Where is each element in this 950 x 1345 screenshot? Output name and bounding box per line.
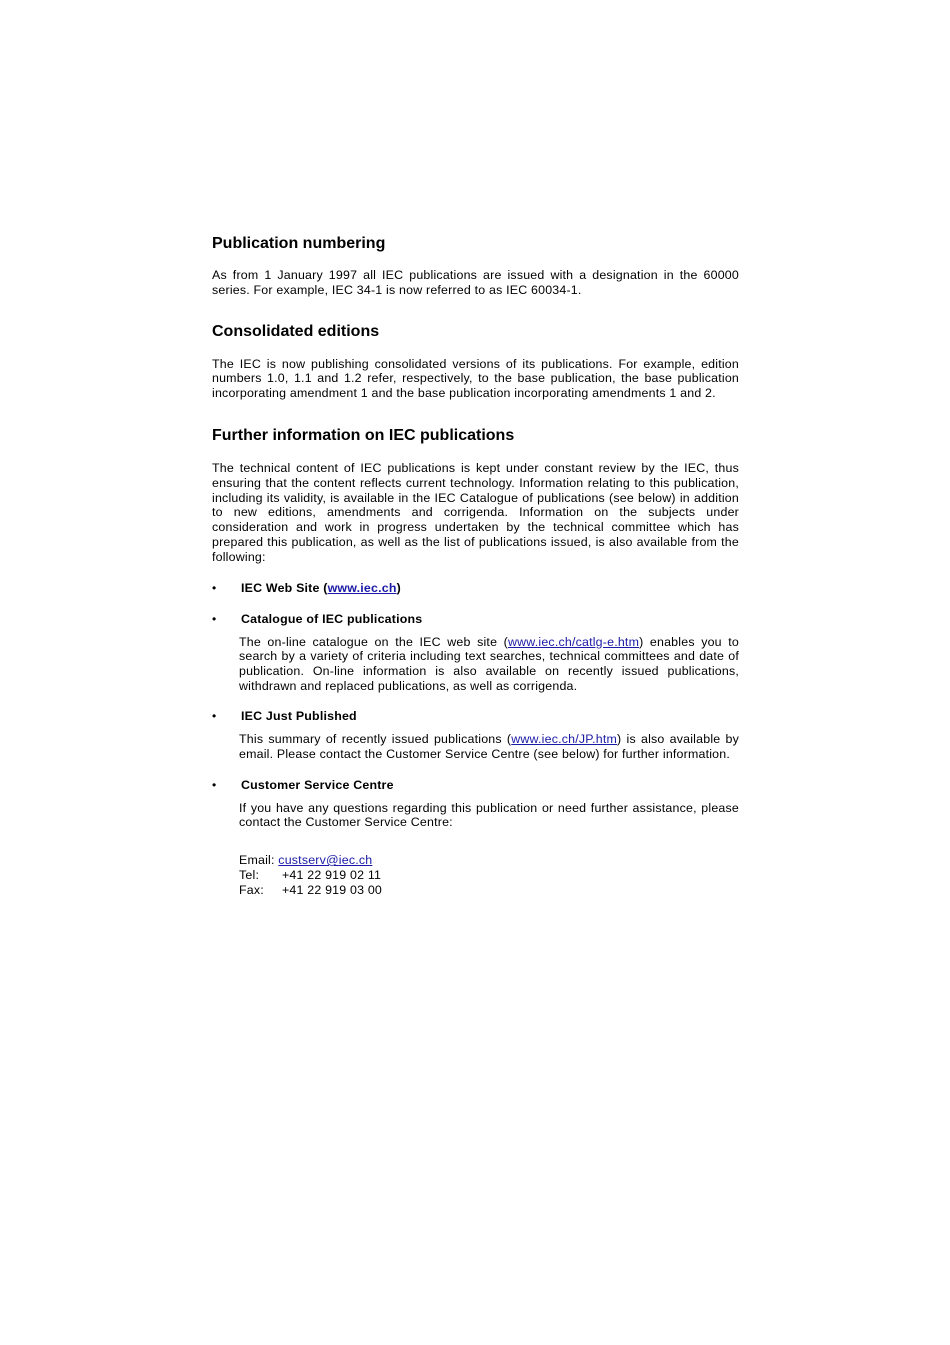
paragraph-publication-numbering: As from 1 January 1997 all IEC publications are issued with a designation in the 60000 series. For example, IEC 34-1 is now referred to as IEC 60034-1. (212, 268, 739, 297)
fax-label: Fax: (239, 882, 264, 897)
web-site-label-close: ) (396, 580, 401, 595)
email-link[interactable]: custserv@iec.ch (278, 853, 373, 868)
contact-tel-row (239, 868, 739, 883)
bullet-dot: • (212, 709, 217, 724)
web-site-label: IEC Web Site ( (241, 580, 328, 595)
email-label: Email: (239, 853, 275, 868)
just-published-text-before: This summary of recently issued publications ( (239, 732, 512, 747)
catalogue-title: Catalogue of IEC publications (241, 611, 423, 626)
bullet-title-catalogue (212, 611, 739, 627)
heading-further-information: Further information on IEC publications (212, 426, 515, 444)
tel-value: +41 22 919 02 11 (282, 867, 382, 882)
heading-consolidated-editions: Consolidated editions (212, 322, 380, 340)
paragraph-further-information: The technical content of IEC publications is kept under constant review by the IEC, thus ensuring that the content reflects current technology. Information relating to this publication, including its validity, is available in the IEC Catalogue of publications (see below) in addition to new editions, amendments and corrigenda. Information on the subjects under consideration and work in progress undertaken by the technical committee which has prepared this publication, as well as the list of publications issued, is also available from the following: (212, 460, 739, 564)
contact-fax-row (239, 883, 739, 898)
iec-website-link[interactable]: www.iec.ch (327, 580, 397, 595)
catalogue-text-after: ) enables you to search by a variety of criteria including text searches, technical committees and date of publication. On-line information is also available on recently issued publications, withdrawn and replaced publications, as well as corrigenda. (239, 634, 739, 693)
bullet-dot: • (212, 611, 217, 626)
contact-email-row (239, 853, 739, 868)
paragraph-consolidated-editions: The IEC is now publishing consolidated versions of its publications. For example, edition numbers 1.0, 1.1 and 1.2 refer, respectively, to the base publication, the base publication incorporating amendment 1 and the base publication incorporating amendments 1 and 2. (212, 356, 739, 401)
bullet-title-web-site (212, 580, 739, 596)
just-published-link[interactable]: www.iec.ch/JP.htm (511, 732, 618, 747)
just-published-description (239, 732, 739, 761)
customer-service-description: If you have any questions regarding this publication or need further assistance, please contact the Customer Service Centre: (239, 800, 739, 830)
fax-value: +41 22 919 03 00 (282, 882, 383, 897)
catalogue-link[interactable]: www.iec.ch/catlg-e.htm (507, 634, 640, 649)
bullet-dot: • (212, 580, 217, 595)
just-published-text-after: ) is also available by email. Please contact the Customer Service Centre (see below) for further information. (239, 732, 739, 762)
catalogue-description (239, 635, 739, 694)
tel-label: Tel: (239, 867, 260, 882)
bullet-customer-service (212, 778, 739, 898)
customer-service-title: Customer Service Centre (241, 777, 394, 792)
bullet-title-just-published (212, 709, 739, 724)
bullet-just-published (212, 709, 739, 761)
just-published-title: IEC Just Published (241, 709, 357, 724)
catalogue-text-before: The on-line catalogue on the IEC web site ( (239, 634, 508, 649)
contact-details (239, 853, 739, 897)
bullet-catalogue (212, 612, 739, 694)
bullet-dot: • (212, 777, 217, 792)
bullet-title-customer-service (212, 777, 739, 793)
page-content (212, 233, 739, 897)
bullet-iec-web-site (212, 581, 739, 596)
heading-publication-numbering: Publication numbering (212, 235, 386, 252)
